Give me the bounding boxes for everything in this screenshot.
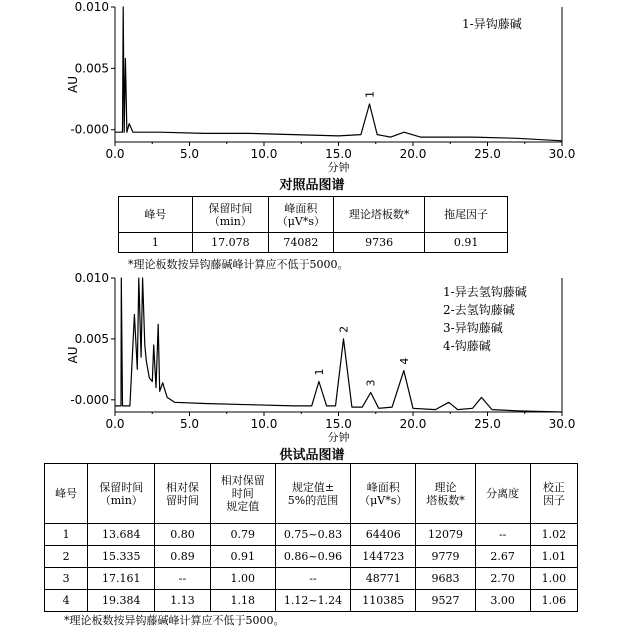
table-header-cell: 相对保 留时间	[155, 464, 210, 524]
table-header-cell: 保留时间 （min）	[88, 464, 155, 524]
table-row	[45, 568, 578, 590]
x-tick-label: 25.0	[474, 417, 501, 431]
table-header-cell: 理论 塔板数*	[416, 464, 475, 524]
table-cell: 13.684	[88, 524, 155, 546]
table-cell: 1.12~1.24	[275, 590, 350, 612]
y-tick-label: 0.010	[74, 271, 109, 285]
table-cell: 9683	[416, 568, 475, 590]
table-cell: 4	[45, 590, 88, 612]
table-cell: 3	[45, 568, 88, 590]
table-header-cell: 相对保留 时间 规定值	[210, 464, 275, 524]
table-header-cell: 保留时间 （min）	[192, 197, 268, 233]
table-cell: 1.00	[530, 568, 577, 590]
table-cell: 0.89	[155, 546, 210, 568]
table-cell: 0.86~0.96	[275, 546, 350, 568]
table-row	[45, 546, 578, 568]
x-tick-label: 0.0	[105, 417, 125, 431]
peak-label: 1	[312, 368, 326, 376]
table-cell: 9527	[416, 590, 475, 612]
y-tick-label: 0.005	[74, 61, 109, 76]
x-tick-label: 30.0	[548, 417, 576, 431]
table-cell: 15.335	[88, 546, 155, 568]
legend-entry: 1-异去氢钩藤碱	[443, 285, 527, 299]
table-row	[45, 590, 578, 612]
y-tick-label: -0.000	[70, 122, 109, 137]
table-cell: 1.13	[155, 590, 210, 612]
legend-entry: 1-异钩藤碱	[462, 17, 522, 31]
table-cell: 1.06	[530, 590, 577, 612]
table-cell: 1	[45, 524, 88, 546]
table-cell: 1.01	[530, 546, 577, 568]
peak-label: 4	[397, 357, 411, 365]
table-cell: 1.02	[530, 524, 577, 546]
legend-entry: 4-钩藤碱	[443, 339, 491, 353]
table-cell: 0.79	[210, 524, 275, 546]
table-cell: 64406	[351, 524, 416, 546]
peak-label: 2	[337, 325, 351, 333]
legend-entry: 2-去氢钩藤碱	[443, 303, 515, 317]
sample-chart-title: 供试品图谱	[279, 448, 345, 463]
x-tick-label: 5.0	[179, 147, 200, 161]
y-tick-label: -0.000	[70, 392, 109, 407]
x-tick-label: 0.0	[105, 147, 125, 161]
table-cell: --	[275, 568, 350, 590]
reference-table	[118, 196, 508, 253]
table-cell: 2.67	[475, 546, 530, 568]
table-cell: 110385	[351, 590, 416, 612]
table-cell: 9779	[416, 546, 475, 568]
table-cell: 74082	[268, 233, 333, 253]
table-header-row	[45, 464, 578, 524]
table-header-cell: 峰号	[119, 197, 193, 233]
x-axis-label: 分钟	[327, 431, 350, 442]
table-header-cell: 规定值± 5%的范围	[275, 464, 350, 524]
x-tick-label: 20.0	[399, 147, 427, 161]
x-tick-label: 30.0	[548, 147, 576, 161]
x-tick-label: 20.0	[399, 417, 427, 431]
table-cell: 12079	[416, 524, 475, 546]
table-header-cell: 分离度	[475, 464, 530, 524]
table-cell: 0.80	[155, 524, 210, 546]
peak-label: 1	[363, 90, 377, 98]
table-cell: 1	[119, 233, 193, 253]
x-tick-label: 15.0	[325, 417, 352, 431]
x-tick-label: 10.0	[250, 147, 278, 161]
sample-chromatogram	[0, 270, 633, 442]
x-tick-label: 25.0	[474, 147, 501, 161]
y-axis-label: AU	[66, 76, 80, 93]
table-cell: 48771	[351, 568, 416, 590]
table-cell: --	[475, 524, 530, 546]
table-header-cell: 峰面积 （μV*s）	[268, 197, 333, 233]
x-axis-label: 分钟	[327, 161, 350, 174]
table-header-cell: 峰面积 （μV*s）	[351, 464, 416, 524]
table-row	[119, 233, 508, 253]
table-cell: 0.91	[210, 546, 275, 568]
y-axis-label: AU	[66, 346, 80, 364]
table-header-cell: 峰号	[45, 464, 88, 524]
table-header-cell: 理论塔板数*	[333, 197, 424, 233]
table-cell: 2.70	[475, 568, 530, 590]
table-cell: 9736	[333, 233, 424, 253]
table-cell: 17.161	[88, 568, 155, 590]
table-cell: 0.75~0.83	[275, 524, 350, 546]
y-tick-label: 0.010	[74, 0, 109, 14]
y-tick-label: 0.005	[74, 331, 109, 346]
reference-chromatogram	[0, 0, 633, 175]
x-tick-label: 5.0	[179, 417, 200, 431]
reference-chart-title: 对照品图谱	[279, 178, 345, 193]
peak-label: 3	[364, 379, 378, 387]
table-cell: 2	[45, 546, 88, 568]
table-cell: 1.18	[210, 590, 275, 612]
table-header-cell: 拖尾因子	[425, 197, 508, 233]
table-cell: 1.00	[210, 568, 275, 590]
sample-table	[44, 463, 578, 612]
table-header-cell: 校正 因子	[530, 464, 577, 524]
table-cell: 144723	[351, 546, 416, 568]
table-header-row	[119, 197, 508, 233]
table-row	[45, 524, 578, 546]
table-cell: 17.078	[192, 233, 268, 253]
x-tick-label: 15.0	[325, 147, 352, 161]
x-tick-label: 10.0	[250, 417, 278, 431]
table-cell: --	[155, 568, 210, 590]
table-cell: 3.00	[475, 590, 530, 612]
sample-table-note: *理论板数按异钩藤碱峰计算应不低于5000。	[64, 614, 285, 627]
reference-table-note: *理论板数按异钩藤碱峰计算应不低于5000。	[128, 258, 349, 271]
table-cell: 0.91	[425, 233, 508, 253]
legend-entry: 3-异钩藤碱	[443, 321, 503, 335]
table-cell: 19.384	[88, 590, 155, 612]
